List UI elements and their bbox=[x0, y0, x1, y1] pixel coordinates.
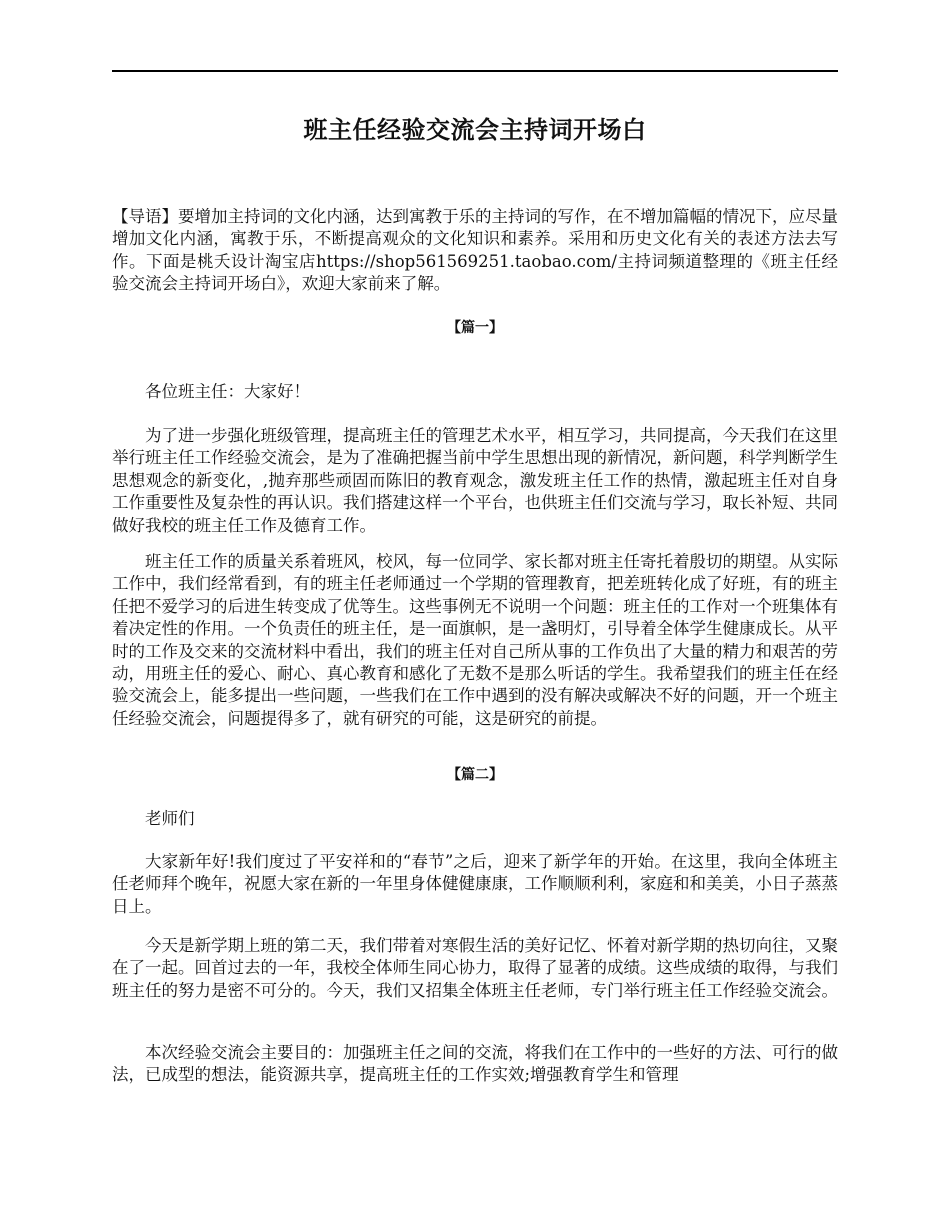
section-2-paragraph-4: 本次经验交流会主要目的：加强班主任之间的交流，将我们在工作中的一些好的方法、可行的做法，已成型的想法，能资源共享，提高班主任的工作实效;增强教育学生和管理 bbox=[112, 1043, 838, 1085]
intro-paragraph: 【导语】要增加主持词的文化内涵，达到寓教于乐的主持词的写作，在不增加篇幅的情况下，应尽量增加文化内涵，寓教于乐，不断提高观众的文化知识和素养。采用和历史文化有关的表述方法去写作。下面是桃夭设计淘宝店https://shop561569251.taobao.com/主持词频道整理的《班主任经验交流会主持词开场白》，欢迎大家前来了解。 bbox=[112, 207, 838, 294]
section-heading-1: 【篇一】 bbox=[447, 320, 503, 336]
page-title: 班主任经验交流会主持词开场白 bbox=[303, 115, 647, 144]
section-2-paragraph-1: 老师们 bbox=[145, 809, 195, 828]
header-rule bbox=[112, 70, 838, 72]
section-1-paragraph-2: 为了进一步强化班级管理，提高班主任的管理艺术水平，相互学习，共同提高，今天我们在这里举行班主任工作经验交流会，是为了准确把握当前中学生思想出现的新情况，新问题，科学判断学生思想观念的新变化，,抛弃那些顽固而陈旧的教育观念，激发班主任工作的热情，激起班主任对自身工作重要性及复杂性的再认识。我们搭建这样一个平台，也供班主任们交流与学习，取长补短、共同做好我校的班主任工作及德育工作。 bbox=[112, 426, 838, 535]
section-heading-2: 【篇二】 bbox=[447, 767, 503, 783]
section-1-paragraph-3: 班主任工作的质量关系着班风，校风，每一位同学、家长都对班主任寄托着殷切的期望。从实际工作中，我们经常看到，有的班主任老师通过一个学期的管理教育，把差班转化成了好班，有的班主任把不爱学习的后进生转变成了优等生。这些事例无不说明一个问题：班主任的工作对一个班集体有着决定性的作用。一个负责任的班主任，是一面旗帜，是一盏明灯，引导着全体学生健康成长。从平时的工作及交来的交流材料中看出，我们的班主任对自己所从事的工作负出了大量的精力和艰苦的劳动，用班主任的爱心、耐心、真心教育和感化了无数不是那么听话的学生。我希望我们的班主任在经验交流会上，能多提出一些问题，一些我们在工作中遇到的没有解决或解决不好的问题，开一个班主任经验交流会，问题提得多了，就有研究的可能，这是研究的前提。 bbox=[112, 552, 838, 728]
section-1-paragraph-1: 各位班主任：大家好！ bbox=[145, 382, 310, 401]
section-2-paragraph-2: 大家新年好!我们度过了平安祥和的“春节”之后，迎来了新学年的开始。在这里，我向全体班主任老师拜个晚年，祝愿大家在新的一年里身体健健康康，工作顺顺利利，家庭和和美美，小日子蒸蒸日上。 bbox=[112, 852, 838, 916]
document-page bbox=[112, 0, 838, 1230]
section-2-paragraph-3: 今天是新学期上班的第二天，我们带着对寒假生活的美好记忆、怀着对新学期的热切向往，又聚在了一起。回首过去的一年，我校全体师生同心协力，取得了显著的成绩。这些成绩的取得，与我们班主任的努力是密不可分的。今天，我们又招集全体班主任老师，专门举行班主任工作经验交流会。 bbox=[112, 936, 838, 1000]
